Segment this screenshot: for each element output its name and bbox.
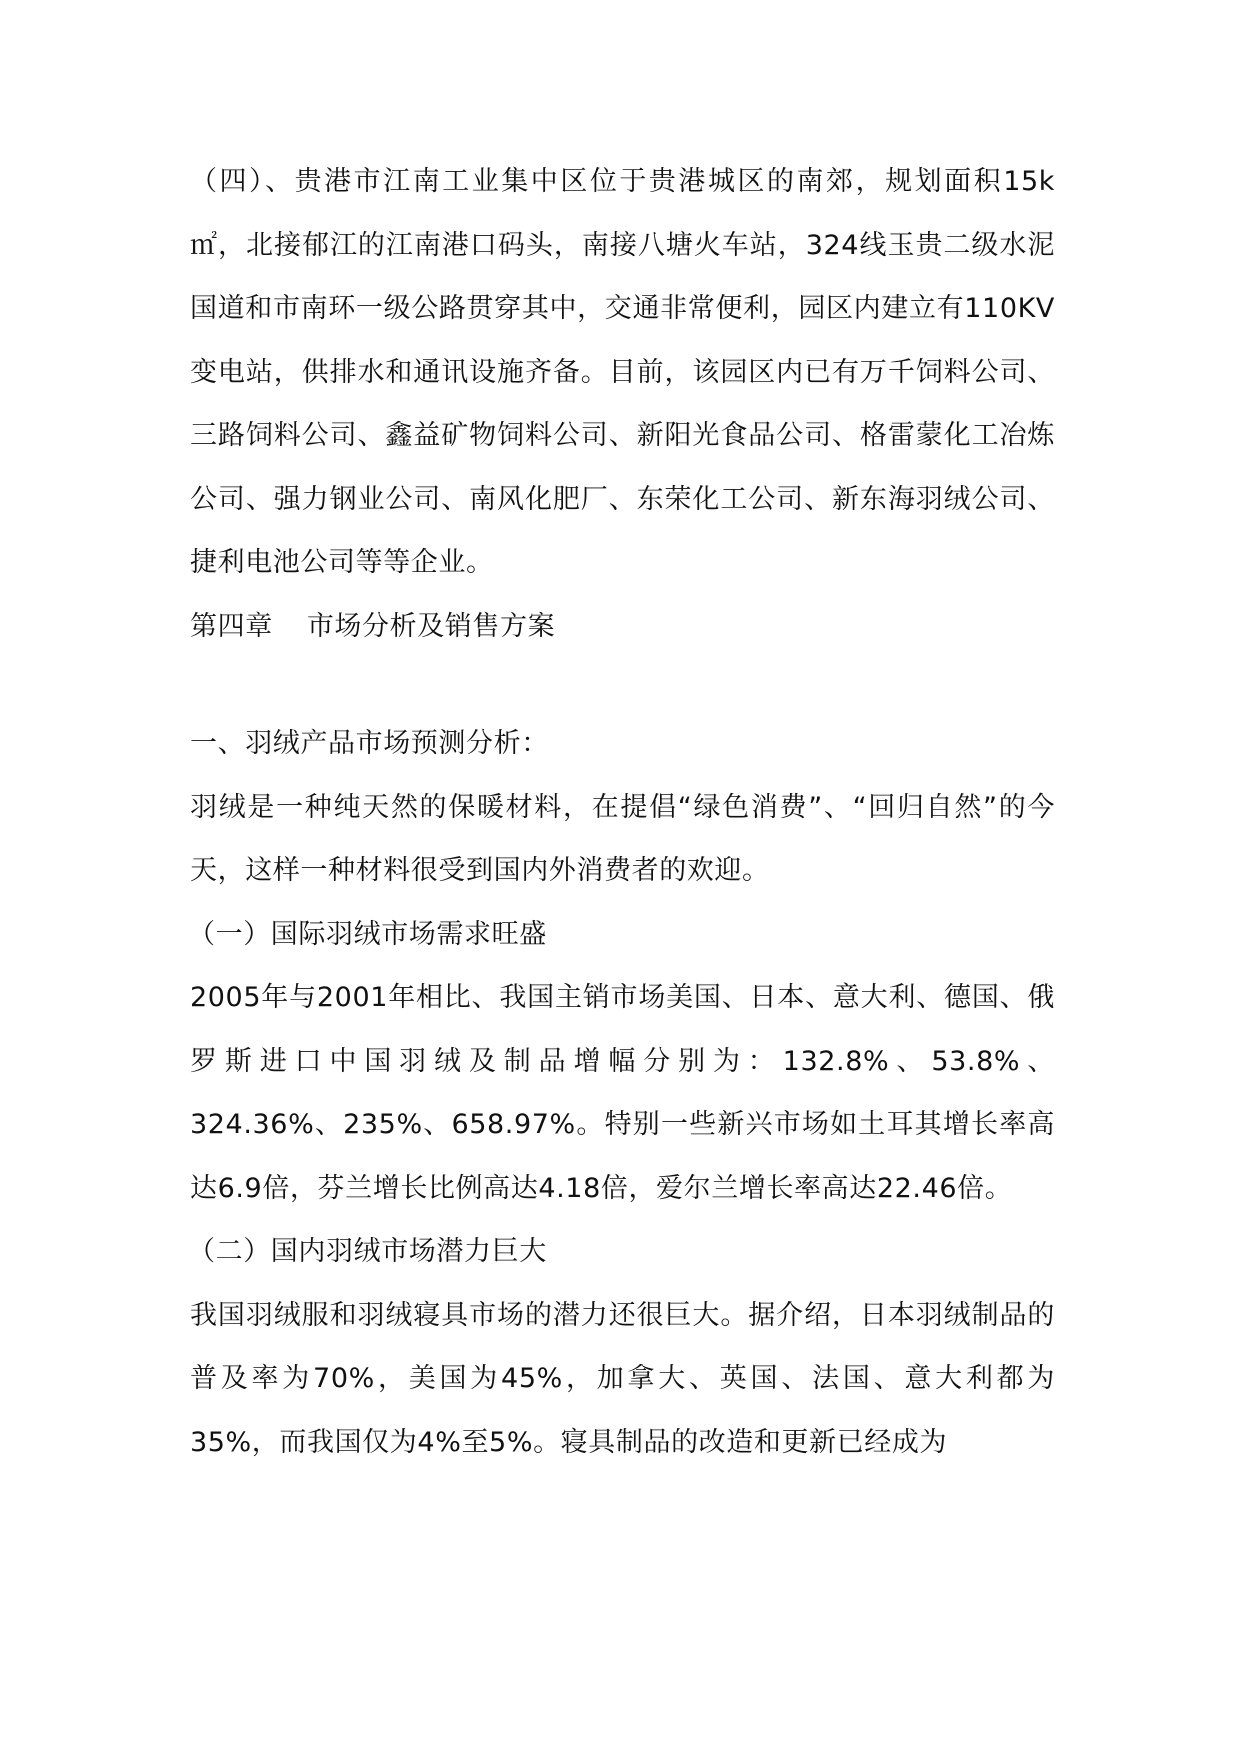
section-4-paragraph: （四）、贵港市江南工业集中区位于贵港城区的南郊，规划面积15k㎡，北接郁江的江南港口码头，南接八塘火车站，324线玉贵二级水泥国道和市南环一级公路贯穿其中，交通非常便利，园区内建立有110KV变电站，供排水和通讯设施齐备。目前，该园区内已有万千饲料公司、三路饲料公司、鑫益矿物饲料公司、新阳光食品公司、格雷蒙化工冶炼公司、强力钢业公司、南风化肥厂、东荣化工公司、新东海羽绒公司、捷利电池公司等等企业。 bbox=[190, 166, 1055, 578]
subsection-2-heading: （二）国内羽绒市场潜力巨大 bbox=[188, 1236, 547, 1267]
chapter-number: 第四章 bbox=[190, 610, 273, 642]
document-page bbox=[190, 150, 1055, 1474]
part-1-intro-paragraph: 羽绒是一种纯天然的保暖材料，在提倡“绿色消费”、“回归自然”的今天，这样一种材料很受到国内外消费者的欢迎。 bbox=[190, 791, 1055, 886]
chapter-title: 市场分析及销售方案 bbox=[306, 610, 556, 642]
subsection-2-paragraph: 我国羽绒服和羽绒寝具市场的潜力还很巨大。据介绍，日本羽绒制品的普及率为70%，美国为45%，加拿大、英国、法国、意大利都为35%，而我国仅为4%至5%。寝具制品的改造和更新已经成为 bbox=[190, 1299, 1055, 1458]
blank-line bbox=[190, 658, 1055, 712]
subsection-1-paragraph: 2005年与2001年相比、我国主销市场美国、日本、意大利、德国、俄罗斯进口中国羽绒及制品增幅分别为：132.8%、53.8%、324.36%、235%、658.97%。特别一些新兴市场如土耳其增长率高达6.9倍，芬兰增长比例高达4.18倍，爱尔兰增长率高达22.46倍。 bbox=[190, 982, 1055, 1204]
part-1-heading: 一、羽绒产品市场预测分析： bbox=[190, 728, 549, 759]
chapter-heading bbox=[190, 595, 1055, 659]
subsection-1-heading: （一）国际羽绒市场需求旺盛 bbox=[188, 918, 547, 950]
